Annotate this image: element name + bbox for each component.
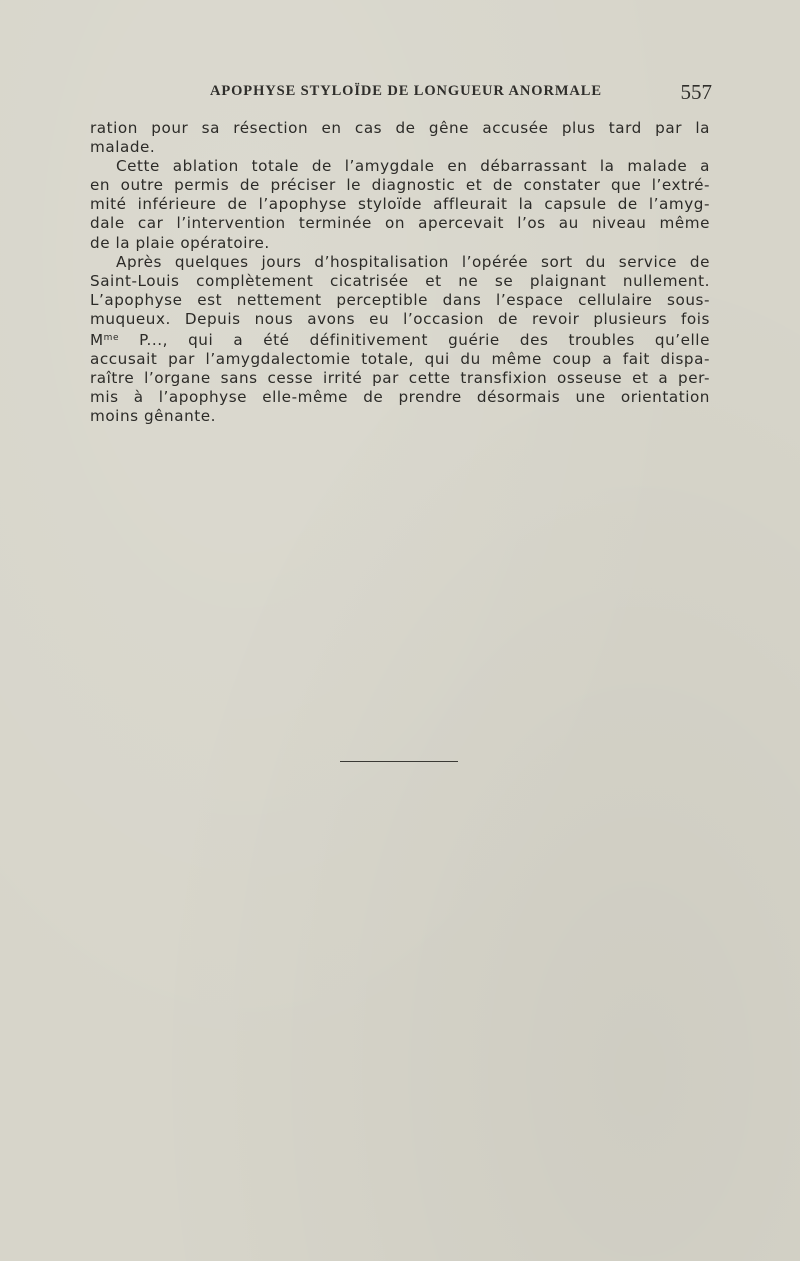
paragraph-first-line: Après quelques jours d’hospitalisation l’opérée sort du service de	[116, 252, 710, 271]
text-line: malade.	[90, 138, 156, 157]
mme-prefix: M	[90, 331, 104, 350]
text-line: ration pour sa résection en cas de gêne accusée plus tard par la	[90, 119, 710, 137]
text-line: mité inférieure de l’apophyse styloïde affleurait la capsule de l’amyg-	[90, 195, 710, 214]
page-number: 557	[680, 80, 712, 104]
text-line: raître l’organe sans cesse irrité par cette transfixion osseuse et a per-	[90, 369, 710, 388]
text-line: mis à l’apophyse elle-même de prendre désormais une orientation	[90, 388, 710, 407]
text-line: accusait par l’amygdalectomie totale, qui du même coup a fait dispa-	[90, 350, 710, 369]
mme-superscript: me	[103, 333, 120, 344]
text-line: en outre permis de préciser le diagnostic et de constater que l’extré-	[90, 176, 710, 195]
text-line: muqueux. Depuis nous avons eu l’occasion de revoir plusieurs fois	[90, 309, 710, 328]
paragraph-first-line: Cette ablation totale de l’amygdale en débarrassant la malade a	[116, 157, 710, 176]
text-line: moins gênante.	[90, 407, 217, 426]
running-header	[90, 80, 712, 104]
section-end-rule	[340, 761, 458, 762]
text-line: Saint-Louis complètement cicatrisée et ne se plaignant nullement.	[90, 271, 710, 290]
text-line: de la plaie opératoire.	[90, 233, 270, 252]
body-text	[90, 119, 710, 427]
text-line-mme	[90, 329, 710, 350]
mme-name: P...,	[139, 331, 169, 350]
text-line-rest: qui a été définitivement guérie des troubles qu’elle	[188, 331, 710, 350]
text-line: L’apophyse est nettement perceptible dans l’espace cellulaire sous-	[90, 290, 710, 309]
text-line: dale car l’intervention terminée on apercevait l’os au niveau même	[90, 214, 710, 233]
running-title: APOPHYSE STYLOÏDE DE LONGUEUR ANORMALE	[210, 83, 602, 99]
